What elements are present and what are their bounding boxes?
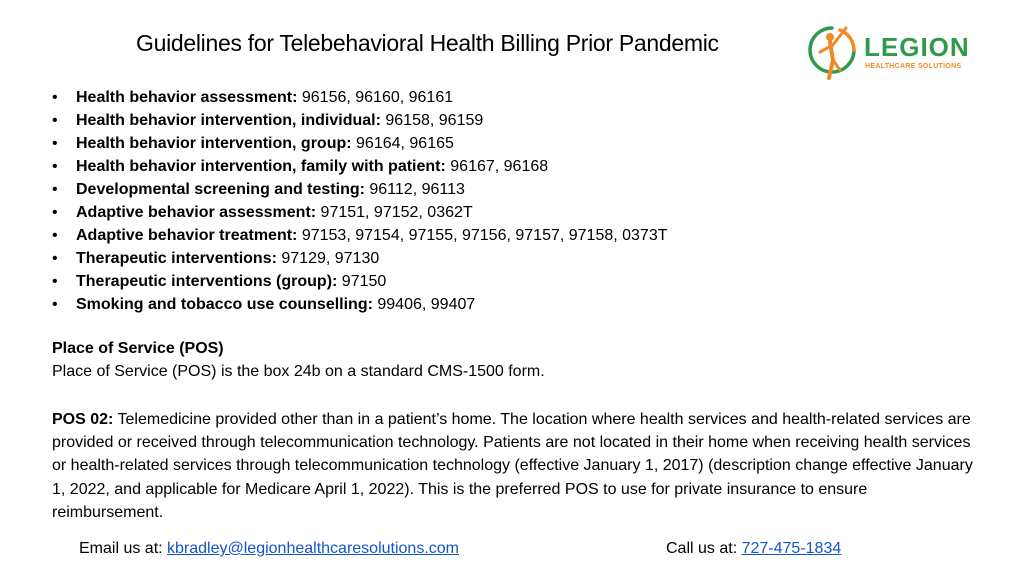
pos-description: Place of Service (POS) is the box 24b on a standard CMS-1500 form. [52,363,545,380]
code-label: Health behavior intervention, individual: [76,112,381,129]
footer-email [79,540,459,558]
logo-tagline: HEALTHCARE SOLUTIONS [865,63,962,70]
bullet-icon: • [52,273,58,290]
bullet-icon: • [52,250,58,267]
list-item [52,178,668,201]
code-label: Health behavior intervention, family with patient: [76,158,446,175]
list-item [52,224,668,247]
billing-code-list [52,86,668,316]
code-values: 96158, 96159 [380,112,484,129]
code-label: Developmental screening and testing: [76,181,365,198]
code-values: 97151, 97152, 0362T [316,204,473,221]
legion-figure-icon [806,22,858,80]
code-label: Health behavior intervention, group: [76,135,352,152]
list-item [52,247,668,270]
list-item [52,109,668,132]
list-item [52,293,668,316]
code-label: Therapeutic interventions (group): [76,273,338,290]
list-item [52,270,668,293]
code-values: 97129, 97130 [276,250,380,267]
email-link[interactable]: kbradley@legionhealthcaresolutions.com [167,540,459,557]
bullet-icon: • [52,158,58,175]
logo-wordmark: LEGION [864,32,970,62]
pos02-text: Telemedicine provided other than in a patient’s home. The location where health services and health-related services are provided or received through telecommunication technology. Patients are not located in their home when receiving health services or health-related services through telecommunication technology (effective January 1, 2017) (description change effective January 1, 2022, and applicable for Medicare April 1, 2022). This is the preferred POS to use for private insurance to ensure reimbursement. [52,411,973,521]
footer-phone [666,540,841,558]
code-values: 96156, 96160, 96161 [297,89,454,106]
bullet-icon: • [52,296,58,313]
bullet-icon: • [52,181,58,198]
bullet-icon: • [52,227,58,244]
bullet-icon: • [52,89,58,106]
pos-heading: Place of Service (POS) [52,340,224,357]
code-label: Therapeutic interventions: [76,250,277,267]
email-label: Email us at: [79,540,168,557]
phone-label: Call us at: [666,540,742,557]
code-values: 99406, 99407 [372,296,476,313]
bullet-icon: • [52,112,58,129]
code-label: Smoking and tobacco use counselling: [76,296,373,313]
pos02-paragraph [52,408,982,524]
phone-link[interactable]: 727-475-1834 [741,540,842,557]
bullet-icon: • [52,204,58,221]
code-label: Adaptive behavior assessment: [76,204,317,221]
list-item [52,201,668,224]
code-values: 96112, 96113 [364,181,465,198]
bullet-icon: • [52,135,58,152]
code-label: Adaptive behavior treatment: [76,227,298,244]
list-item [52,155,668,178]
legion-logo [806,22,986,82]
code-values: 96167, 96168 [445,158,549,175]
code-values: 97153, 97154, 97155, 97156, 97157, 97158, 0373T [297,227,668,244]
list-item [52,86,668,109]
code-values: 97150 [337,273,387,290]
list-item [52,132,668,155]
page-title: Guidelines for Telebehavioral Health Billing Prior Pandemic [136,30,719,56]
pos02-label: POS 02: [52,411,114,428]
code-values: 96164, 96165 [351,135,454,152]
code-label: Health behavior assessment: [76,89,298,106]
